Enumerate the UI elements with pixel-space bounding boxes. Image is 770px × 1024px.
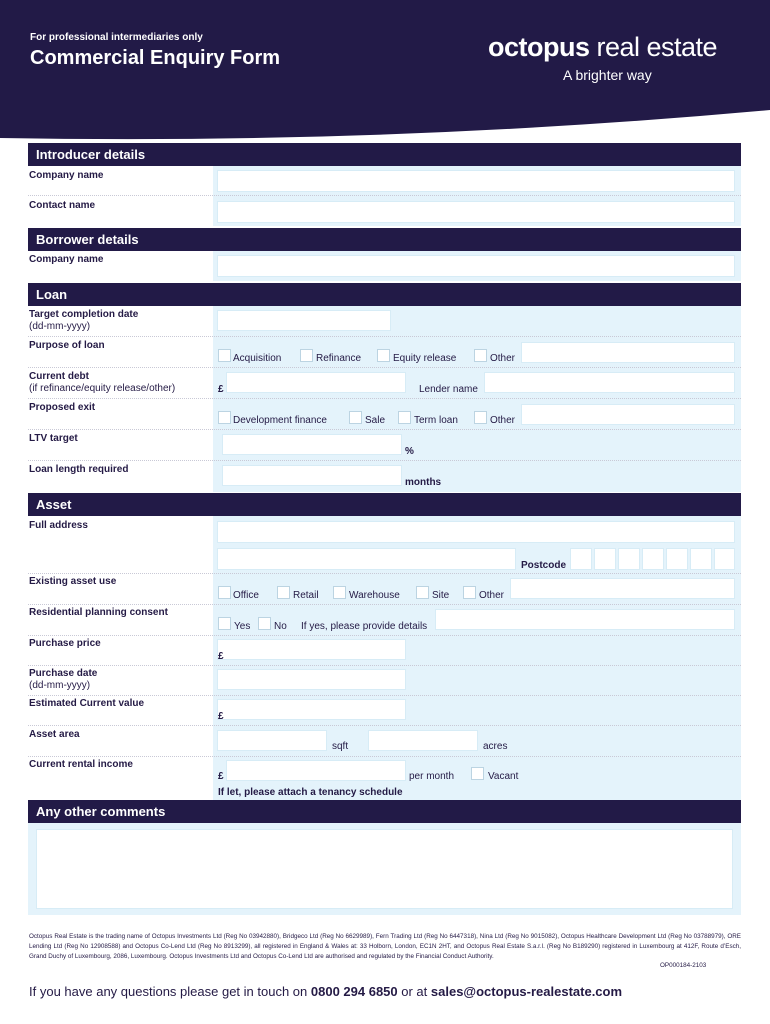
postcode-label: Postcode: [521, 560, 567, 571]
checkbox-site[interactable]: [416, 586, 429, 599]
divider: [28, 367, 741, 368]
divider: [28, 695, 741, 696]
sqft-unit: sqft: [332, 741, 349, 752]
checkbox-acquisition[interactable]: [218, 349, 231, 362]
ltv-input[interactable]: [222, 434, 402, 455]
option-warehouse: Warehouse: [349, 590, 400, 601]
logo-tagline: A brighter way: [563, 67, 652, 83]
divider: [28, 398, 741, 399]
divider: [28, 573, 741, 574]
divider: [28, 429, 741, 430]
percent-unit: %: [405, 446, 414, 457]
option-exit-other: Other: [490, 415, 516, 426]
checkbox-planning-no[interactable]: [258, 617, 271, 630]
option-term-loan: Term loan: [414, 415, 458, 426]
form-title: Commercial Enquiry Form: [30, 47, 281, 69]
planning-details-label: If yes, please provide details: [301, 621, 428, 632]
address-line1-input[interactable]: [217, 521, 735, 543]
planning-details-input[interactable]: [435, 609, 735, 630]
purpose-other-input[interactable]: [521, 342, 735, 363]
checkbox-purpose-other[interactable]: [474, 349, 487, 362]
label-existing-use: Existing asset use: [29, 576, 117, 587]
comments-textarea[interactable]: [36, 829, 733, 909]
target-date-input[interactable]: [217, 310, 391, 331]
pound-symbol: £: [218, 771, 224, 782]
label-res-planning: Residential planning consent: [29, 607, 168, 618]
option-planning-no: No: [274, 621, 287, 632]
option-office: Office: [233, 590, 259, 601]
label-purchase-date: Purchase date (dd-mm-yyyy): [29, 668, 98, 691]
area-sqft-input[interactable]: [217, 730, 327, 751]
option-acquisition: Acquisition: [233, 353, 282, 364]
area-acres-input[interactable]: [368, 730, 478, 751]
pound-symbol: £: [218, 651, 224, 662]
email-link[interactable]: sales@octopus-realestate.com: [430, 984, 623, 999]
divider: [28, 756, 741, 757]
postcode-char-input[interactable]: [570, 548, 592, 570]
option-vacant: Vacant: [488, 771, 519, 782]
postcode-char-input[interactable]: [642, 548, 664, 570]
lender-name-label: Lender name: [419, 384, 478, 395]
option-equity-release: Equity release: [393, 353, 457, 364]
section-asset: Asset: [28, 493, 741, 516]
label-purchase-price: Purchase price: [29, 638, 101, 649]
header: [0, 0, 770, 140]
checkbox-planning-yes[interactable]: [218, 617, 231, 630]
option-site: Site: [432, 590, 450, 601]
label-est-value: Estimated Current value: [29, 698, 145, 709]
option-use-other: Other: [479, 590, 505, 601]
option-development-finance: Development finance: [233, 415, 327, 426]
checkbox-equity-release[interactable]: [377, 349, 390, 362]
divider: [28, 604, 741, 605]
divider: [28, 336, 741, 337]
label-ltv: LTV target: [29, 433, 78, 444]
octopus-logo: octopus real estate: [488, 32, 718, 62]
use-other-input[interactable]: [510, 578, 735, 599]
checkbox-office[interactable]: [218, 586, 231, 599]
label-intro-company: Company name: [29, 170, 104, 181]
label-asset-area: Asset area: [29, 729, 80, 740]
checkbox-vacant[interactable]: [471, 767, 484, 780]
current-debt-input[interactable]: [226, 372, 406, 393]
divider: [28, 195, 741, 196]
tenancy-note: If let, please attach a tenancy schedule: [218, 787, 403, 798]
purchase-price-input[interactable]: [217, 639, 406, 660]
option-retail: Retail: [293, 590, 319, 601]
section-introducer: Introducer details: [28, 143, 741, 166]
lender-name-input[interactable]: [484, 372, 735, 393]
contact-line: If you have any questions please get in touch on 0800 294 6850 or at sales@octopus-realestate.com: [29, 984, 623, 999]
label-target-date: Target completion date (dd-mm-yyyy): [29, 309, 139, 332]
header-background: [0, 0, 770, 140]
label-loan-length: Loan length required: [29, 464, 129, 475]
per-month-unit: per month: [409, 771, 455, 782]
purchase-date-input[interactable]: [217, 669, 406, 690]
legal-text: Octopus Real Estate is the trading name of Octopus Investments Ltd (Reg No 03942880), Bridgeco Ltd (Reg No 6629989), Fern Trading Ltd (Reg No 6447318), Nina Ltd (Reg No 9015082), Octopus Healthcare Development Ltd (Reg No 03788979), ORE Lending Ltd (Reg No 12908588) and Octopus Co-Lend Ltd (Reg No 8913299), all registered in England & Wales at: 33 Holborn, London, EC1N 2HT, and Octopus Real Estate S.a.r.l. (Reg No B189290) registered in Luxembourg at 412F, Route d’Esch, Grand Duchy of Luxembourg, 2086, Luxembourg. Octopus Investments Ltd and Octopus Co-Lend Ltd are authorised and regulated by the Financial Conduct Authority.: [29, 933, 741, 960]
intro-company-input[interactable]: [217, 170, 735, 192]
address-line2-input[interactable]: [217, 548, 516, 570]
est-value-input[interactable]: [217, 699, 406, 720]
divider: [28, 635, 741, 636]
pound-symbol: £: [218, 384, 224, 395]
postcode-char-input[interactable]: [618, 548, 640, 570]
divider: [28, 460, 741, 461]
label-borrower-company: Company name: [29, 254, 104, 265]
option-purpose-other: Other: [490, 353, 516, 364]
label-intro-contact: Contact name: [29, 200, 96, 211]
document-code: OP000184-2103: [660, 962, 707, 969]
intro-contact-input[interactable]: [217, 201, 735, 223]
loan-length-input[interactable]: [222, 465, 402, 486]
option-planning-yes: Yes: [234, 621, 251, 632]
label-rental-income: Current rental income: [29, 759, 133, 770]
checkbox-use-other[interactable]: [463, 586, 476, 599]
label-purpose: Purpose of loan: [29, 340, 105, 351]
header-subtitle: For professional intermediaries only: [30, 32, 203, 43]
acres-unit: acres: [483, 741, 508, 752]
rental-income-input[interactable]: [226, 760, 406, 781]
option-refinance: Refinance: [316, 353, 362, 364]
checkbox-warehouse[interactable]: [333, 586, 346, 599]
section-comments: Any other comments: [28, 800, 741, 823]
postcode-char-input[interactable]: [666, 548, 688, 570]
option-sale: Sale: [365, 415, 386, 426]
label-full-address: Full address: [29, 520, 88, 531]
label-proposed-exit: Proposed exit: [29, 402, 96, 413]
postcode-char-input[interactable]: [594, 548, 616, 570]
section-loan: Loan: [28, 283, 741, 306]
checkbox-term-loan[interactable]: [398, 411, 411, 424]
checkbox-sale[interactable]: [349, 411, 362, 424]
label-current-debt: Current debt (if refinance/equity release/other): [29, 371, 176, 394]
checkbox-development-finance[interactable]: [218, 411, 231, 424]
phone-number: 0800 294 6850: [310, 984, 398, 999]
exit-other-input[interactable]: [521, 404, 735, 425]
divider: [28, 665, 741, 666]
section-borrower: Borrower details: [28, 228, 741, 251]
pound-symbol: £: [218, 711, 224, 722]
divider: [28, 725, 741, 726]
months-unit: months: [405, 477, 442, 488]
borrower-company-input[interactable]: [217, 255, 735, 277]
postcode-char-input[interactable]: [714, 548, 735, 570]
checkbox-refinance[interactable]: [300, 349, 313, 362]
checkbox-exit-other[interactable]: [474, 411, 487, 424]
postcode-char-input[interactable]: [690, 548, 712, 570]
checkbox-retail[interactable]: [277, 586, 290, 599]
